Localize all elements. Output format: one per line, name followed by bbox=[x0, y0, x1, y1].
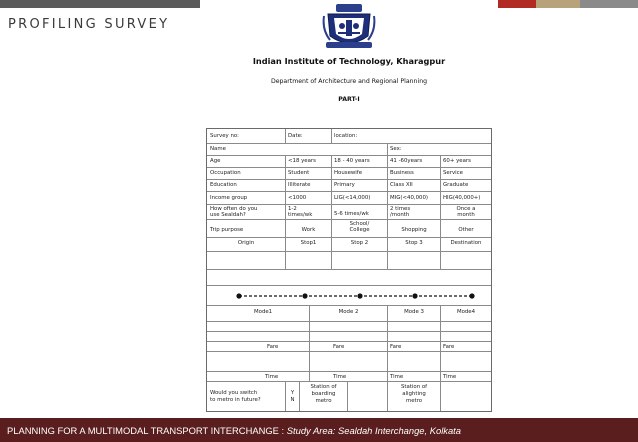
age-option: 60+ years bbox=[443, 158, 471, 164]
frequency-option: /month bbox=[390, 212, 410, 218]
time-label: Time bbox=[265, 374, 279, 380]
occupation-option: Service bbox=[443, 170, 463, 176]
footer-main: PLANNING FOR A MULTIMODAL TRANSPORT INTERCHANGE : bbox=[7, 425, 285, 436]
frequency-option: 5-6 times/wk bbox=[334, 211, 369, 217]
top-bar-grey bbox=[580, 0, 638, 8]
trip-option: Shopping bbox=[401, 227, 427, 233]
fare-label: Fare bbox=[267, 344, 279, 350]
survey-no-label: Survey no: bbox=[210, 133, 239, 139]
frequency-label: use Sealdah? bbox=[210, 212, 246, 218]
occupation-option: Student bbox=[288, 170, 310, 176]
trip-option: Other bbox=[458, 227, 474, 233]
footer-bar bbox=[0, 418, 638, 442]
education-label: Education bbox=[210, 182, 237, 188]
top-bar-red bbox=[498, 0, 536, 8]
frequency-option: 2 times bbox=[390, 206, 411, 212]
alighting-station-label: Station of bbox=[400, 384, 428, 390]
route-line bbox=[207, 286, 493, 306]
boarding-station-label: boarding bbox=[311, 391, 336, 397]
mode-label: Mode1 bbox=[254, 309, 273, 315]
income-option: <1000 bbox=[288, 195, 307, 201]
trip-option: School/ bbox=[349, 221, 370, 227]
footer-study-area: Study Area: Sealdah Interchange, Kolkata bbox=[286, 425, 461, 436]
age-label: Age bbox=[210, 158, 221, 164]
education-option: Class XII bbox=[390, 182, 413, 188]
top-bar-tan bbox=[536, 0, 580, 8]
occupation-option: Business bbox=[390, 170, 414, 176]
fare-label: Fare bbox=[333, 344, 345, 350]
metro-switch-no: N bbox=[290, 397, 295, 403]
iit-kharagpur-emblem-icon bbox=[322, 2, 376, 52]
metro-switch-yes: Y bbox=[290, 390, 295, 396]
time-label: Time bbox=[333, 374, 347, 380]
sex-label: Sex: bbox=[390, 146, 402, 152]
trip-option: College bbox=[349, 227, 370, 233]
alighting-station-label: metro bbox=[405, 398, 423, 404]
metro-switch-question: to metro in future? bbox=[210, 397, 261, 403]
stop-destination: Destination bbox=[450, 240, 482, 246]
trip-purpose-label: Trip purpose bbox=[210, 227, 244, 233]
time-label: Time bbox=[390, 374, 404, 380]
frequency-option: Once a bbox=[456, 206, 476, 212]
frequency-option: month bbox=[457, 212, 475, 218]
route-stop-dot bbox=[412, 293, 417, 298]
route-stop-dot bbox=[469, 293, 474, 298]
occupation-option: Housewife bbox=[334, 170, 363, 176]
frequency-option: 1-2 bbox=[288, 206, 297, 212]
alighting-station-label: alighting bbox=[402, 391, 426, 397]
fare-label: Fare bbox=[390, 344, 402, 350]
mode-label: Mode 3 bbox=[404, 309, 424, 315]
route-stop-dot bbox=[302, 293, 307, 298]
stop-label: Stop 2 bbox=[350, 240, 369, 246]
income-option: MIG(<40,000) bbox=[390, 195, 429, 201]
frequency-label: How often do you bbox=[210, 206, 258, 212]
top-bar-dark bbox=[0, 0, 200, 8]
part-label: PART-I bbox=[338, 96, 360, 103]
education-option: Graduate bbox=[443, 182, 469, 188]
income-option: HIG(40,000+) bbox=[443, 195, 481, 201]
boarding-station-label: Station of bbox=[310, 384, 337, 390]
date-label: Date: bbox=[288, 133, 303, 139]
frequency-option: times/wk bbox=[288, 212, 313, 218]
mode-label: Mode 2 bbox=[338, 309, 359, 315]
occupation-label: Occupation bbox=[210, 170, 241, 176]
trip-option: Work bbox=[301, 227, 316, 233]
boarding-station-label: metro bbox=[315, 398, 332, 404]
route-stop-dot bbox=[236, 293, 241, 298]
education-option: Primary bbox=[334, 182, 355, 188]
location-label: location: bbox=[334, 133, 358, 139]
footer-text bbox=[7, 425, 461, 436]
education-option: Illiterate bbox=[288, 182, 311, 188]
income-option: LIG(<14,000) bbox=[334, 195, 371, 201]
time-label: Time bbox=[443, 374, 457, 380]
age-option: 18 - 40 years bbox=[334, 158, 370, 164]
survey-form bbox=[206, 128, 492, 412]
age-option: <18 years bbox=[288, 158, 316, 164]
route-stop-dot bbox=[357, 293, 362, 298]
institute-name: Indian Institute of Technology, Kharagpur bbox=[252, 56, 446, 66]
stop-origin: Origin bbox=[237, 240, 255, 246]
income-label: Income group bbox=[210, 195, 248, 201]
stop-label: Stop1 bbox=[300, 240, 317, 246]
name-label: Name bbox=[210, 146, 226, 152]
metro-switch-question: Would you switch bbox=[210, 390, 258, 396]
mode-label: Mode4 bbox=[456, 309, 476, 315]
fare-label: Fare bbox=[443, 344, 455, 350]
age-option: 41 -60years bbox=[390, 158, 423, 164]
slide-title: PROFILING SURVEY bbox=[8, 17, 170, 32]
department-name: Department of Architecture and Regional Planning bbox=[270, 78, 428, 85]
stop-label: Stop 3 bbox=[405, 240, 423, 246]
